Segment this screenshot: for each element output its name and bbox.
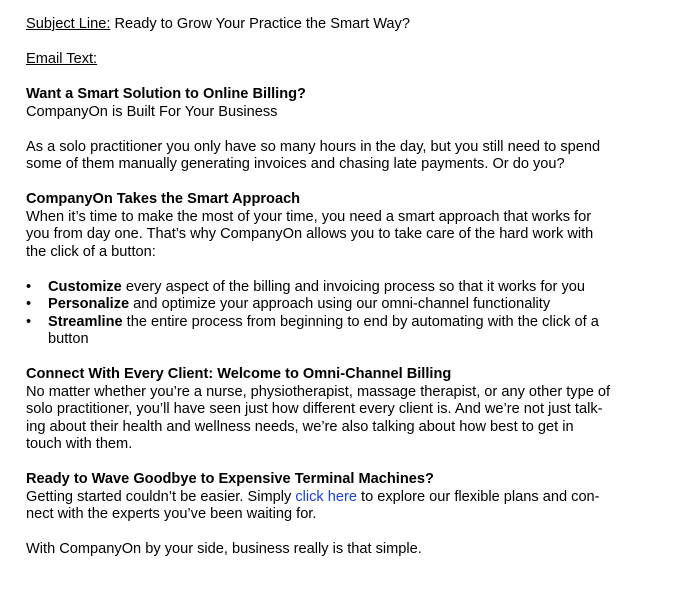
bullet-icon: • <box>26 313 32 330</box>
spacer <box>26 524 646 542</box>
bullet-text: every aspect of the billing and invoicing process so that it works for you <box>121 278 585 295</box>
omni-paragraph-line: No matter whether you’re a nurse, physiotherapist, massage therapist, or any other type of <box>26 383 611 400</box>
terminal-paragraph-line: nect with the experts you’ve been waiting for. <box>26 506 317 522</box>
intro-paragraph-line: As a solo practitioner you only have so many hours in the day, but you still need to spend <box>26 138 601 155</box>
list-item <box>26 279 646 297</box>
list-item <box>26 314 646 349</box>
bullet-bold: Personalize <box>48 296 130 312</box>
subject-line-text: Ready to Grow Your Practice the Smart Way? <box>110 16 410 32</box>
bullet-bold: Customize <box>48 278 122 295</box>
spacer <box>26 121 646 139</box>
smart-heading: CompanyOn Takes the Smart Approach <box>26 191 301 207</box>
bullet-icon: • <box>26 296 32 312</box>
intro-subheading: CompanyOn is Built For Your Business <box>26 103 278 120</box>
click-here-link[interactable]: click here <box>295 488 357 505</box>
spacer <box>26 69 646 87</box>
bullet-icon: • <box>26 278 32 295</box>
terminal-paragraph-line <box>26 489 646 507</box>
bullet-text: the entire process from beginning to end by automating with the click of a <box>122 313 599 330</box>
spacer <box>26 261 646 279</box>
email-text-label <box>26 51 646 69</box>
feature-list <box>26 279 646 349</box>
spacer <box>26 454 646 472</box>
email-text-label-text: Email Text: <box>26 51 98 67</box>
bullet-continuation: button <box>48 331 89 347</box>
smart-paragraph-line: you from day one. That’s why CompanyOn allows you to take care of the hard work with <box>26 226 594 242</box>
omni-paragraph-line: touch with them. <box>26 436 133 452</box>
intro-heading: Want a Smart Solution to Online Billing? <box>26 86 306 102</box>
spacer <box>26 349 646 367</box>
spacer <box>26 34 646 52</box>
omni-paragraph-line: solo practitioner, you’ll have seen just how different every client is. And we’re not just talk- <box>26 401 603 417</box>
bullet-bold: Streamline <box>48 313 123 330</box>
smart-paragraph-line: the click of a button: <box>26 243 156 260</box>
terminal-text-before-link: Getting started couldn’t be easier. Simply <box>26 488 296 505</box>
subject-line-label: Subject Line: <box>26 16 111 32</box>
spacer <box>26 174 646 192</box>
omni-heading: Connect With Every Client: Welcome to Omni-Channel Billing <box>26 366 452 382</box>
bullet-text: and optimize your approach using our omni-channel functionality <box>129 296 551 312</box>
closing-line: With CompanyOn by your side, business really is that simple. <box>26 541 422 557</box>
intro-paragraph-line: some of them manually generating invoices and chasing late payments. Or do you? <box>26 156 565 172</box>
smart-paragraph-line: When it’s time to make the most of your time, you need a smart approach that works for <box>26 208 592 225</box>
list-item <box>26 296 646 314</box>
subject-line <box>26 16 646 34</box>
omni-paragraph-line: ing about their health and wellness needs, we’re also talking about how best to get in <box>26 418 574 435</box>
terminal-text-after-link: to explore our flexible plans and con- <box>356 488 600 505</box>
terminal-heading: Ready to Wave Goodbye to Expensive Terminal Machines? <box>26 471 434 487</box>
